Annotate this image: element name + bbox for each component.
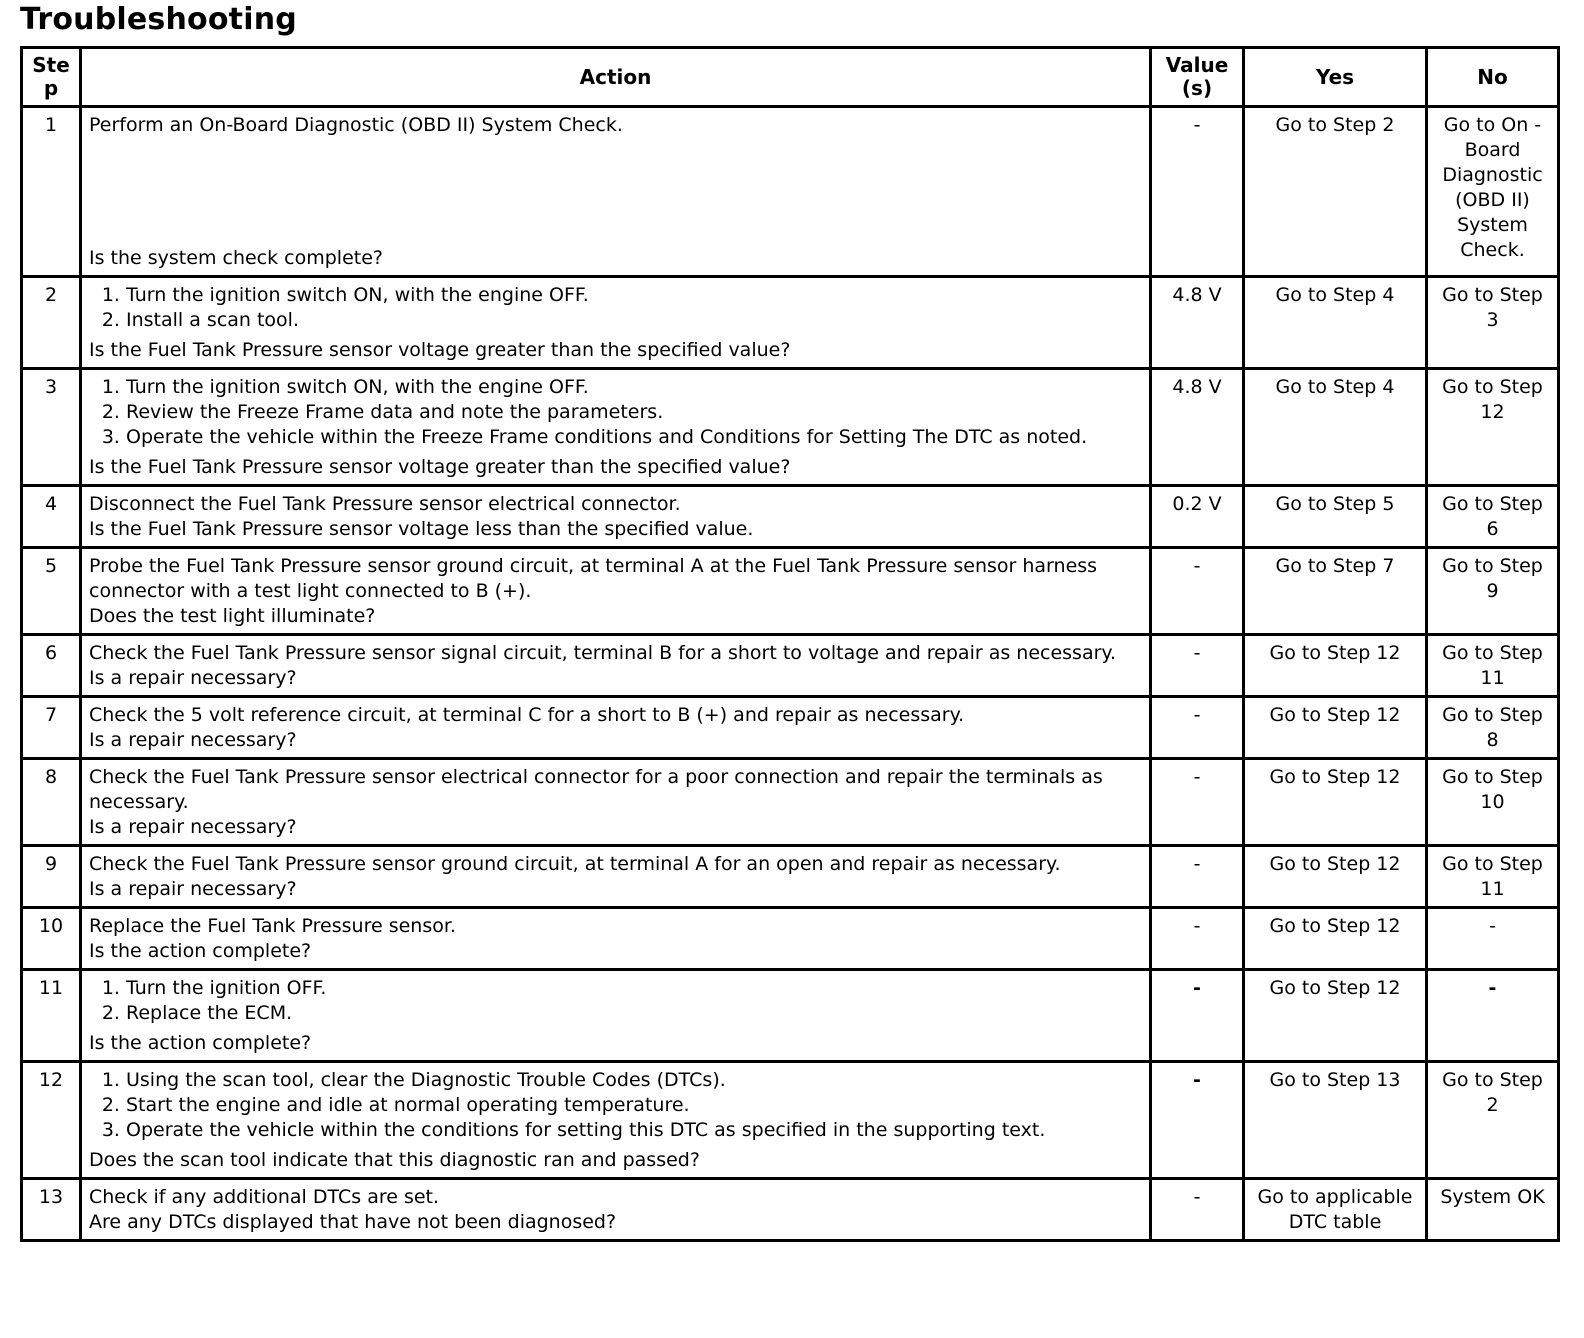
action-text: Check the 5 volt reference circuit, at terminal C for a short to B (+) and repair as necessary.: [89, 704, 965, 726]
action-text: Check the Fuel Tank Pressure sensor ground circuit, at terminal A for an open and repair as necessary.: [89, 853, 1061, 875]
action-list-item: 1. Using the scan tool, clear the Diagnostic Trouble Codes (DTCs).: [126, 1068, 1142, 1093]
action-list-item: 3. Operate the vehicle within the Freeze Frame conditions and Conditions for Setting The DTC as noted.: [126, 425, 1142, 450]
table-row: [22, 970, 1559, 1062]
action-question: Is the action complete?: [89, 1032, 312, 1054]
action-question: Does the test light illuminate?: [89, 605, 376, 627]
header-value: Value (s): [1151, 48, 1244, 107]
action-text: Replace the Fuel Tank Pressure sensor.: [89, 915, 456, 937]
value-cell: -: [1151, 548, 1244, 635]
yes-cell: Go to Step 12: [1244, 635, 1427, 697]
step-number: 12: [22, 1062, 81, 1179]
yes-cell: Go to Step 5: [1244, 486, 1427, 548]
table-row: [22, 908, 1559, 970]
action-list-item: 2. Review the Freeze Frame data and note the parameters.: [126, 400, 1142, 425]
action-list-item: 2. Replace the ECM.: [126, 1001, 1142, 1026]
action-cell: [81, 970, 1151, 1062]
action-cell: [81, 486, 1151, 548]
no-cell: Go to Step 6: [1427, 486, 1559, 548]
action-cell: [81, 1062, 1151, 1179]
table-header-row: [22, 48, 1559, 107]
step-number: 2: [22, 277, 81, 369]
yes-cell: Go to Step 4: [1244, 277, 1427, 369]
step-number: 9: [22, 846, 81, 908]
action-cell: [81, 635, 1151, 697]
action-text: Check if any additional DTCs are set.: [89, 1186, 440, 1208]
no-cell: Go to Step 9: [1427, 548, 1559, 635]
step-number: 10: [22, 908, 81, 970]
action-question: Is a repair necessary?: [89, 816, 297, 838]
value-cell: -: [1151, 846, 1244, 908]
page-title: Troubleshooting: [20, 2, 297, 37]
action-question: Is a repair necessary?: [89, 729, 297, 751]
table-row: [22, 1179, 1559, 1241]
value-cell: -: [1151, 1062, 1244, 1179]
action-list-item: 1. Turn the ignition OFF.: [126, 976, 1142, 1001]
action-text: Perform an On-Board Diagnostic (OBD II) System Check.: [89, 114, 623, 136]
action-cell: [81, 1179, 1151, 1241]
value-cell: -: [1151, 1179, 1244, 1241]
action-list: [89, 1068, 1142, 1143]
action-question: Is the Fuel Tank Pressure sensor voltage greater than the specified value?: [89, 456, 791, 478]
no-cell: Go to Step 3: [1427, 277, 1559, 369]
action-question: Is a repair necessary?: [89, 667, 297, 689]
action-text: Check the Fuel Tank Pressure sensor signal circuit, terminal B for a short to voltage and repair as necessary.: [89, 642, 1116, 664]
action-list-item: 1. Turn the ignition switch ON, with the engine OFF.: [126, 283, 1142, 308]
action-cell: [81, 277, 1151, 369]
action-cell: [81, 846, 1151, 908]
step-number: 6: [22, 635, 81, 697]
action-question: Is the Fuel Tank Pressure sensor voltage greater than the specified value?: [89, 339, 791, 361]
table-row: [22, 1062, 1559, 1179]
action-text: Check the Fuel Tank Pressure sensor electrical connector for a poor connection and repair the terminals as necessary.: [89, 766, 1103, 813]
value-cell: -: [1151, 759, 1244, 846]
action-cell: [81, 759, 1151, 846]
yes-cell: Go to Step 12: [1244, 697, 1427, 759]
no-cell: Go to Step 12: [1427, 369, 1559, 486]
table-row: [22, 486, 1559, 548]
action-list: [89, 375, 1142, 450]
action-text: Probe the Fuel Tank Pressure sensor ground circuit, at terminal A at the Fuel Tank Pressure sensor harness connector with a test light connected to B (+).: [89, 555, 1098, 602]
no-cell: Go to Step 8: [1427, 697, 1559, 759]
header-yes: Yes: [1244, 48, 1427, 107]
action-list-item: 3. Operate the vehicle within the conditions for setting this DTC as specified in the supporting text.: [126, 1118, 1142, 1143]
yes-cell: Go to Step 12: [1244, 759, 1427, 846]
header-no: No: [1427, 48, 1559, 107]
value-cell: 0.2 V: [1151, 486, 1244, 548]
action-question: Is the action complete?: [89, 940, 312, 962]
action-text: Disconnect the Fuel Tank Pressure sensor electrical connector.: [89, 493, 681, 515]
no-cell: Go to Step 2: [1427, 1062, 1559, 1179]
yes-cell: Go to Step 12: [1244, 970, 1427, 1062]
no-cell: System OK: [1427, 1179, 1559, 1241]
action-question: Are any DTCs displayed that have not been diagnosed?: [89, 1211, 617, 1233]
step-number: 5: [22, 548, 81, 635]
action-question: Is the system check complete?: [89, 247, 383, 269]
yes-cell: Go to applicable DTC table: [1244, 1179, 1427, 1241]
yes-cell: Go to Step 2: [1244, 107, 1427, 277]
no-cell: Go to Step 11: [1427, 846, 1559, 908]
troubleshooting-table: [20, 46, 1560, 1242]
action-question: Does the scan tool indicate that this diagnostic ran and passed?: [89, 1149, 700, 1171]
no-cell: -: [1427, 970, 1559, 1062]
action-cell: [81, 697, 1151, 759]
table-row: [22, 697, 1559, 759]
step-number: 3: [22, 369, 81, 486]
yes-cell: Go to Step 12: [1244, 908, 1427, 970]
action-cell: [81, 369, 1151, 486]
no-cell: Go to Step 10: [1427, 759, 1559, 846]
action-cell: [81, 548, 1151, 635]
action-cell: [81, 107, 1151, 277]
step-number: 11: [22, 970, 81, 1062]
step-number: 1: [22, 107, 81, 277]
table-row: [22, 846, 1559, 908]
value-cell: -: [1151, 970, 1244, 1062]
table-row: [22, 369, 1559, 486]
step-number: 8: [22, 759, 81, 846]
step-number: 13: [22, 1179, 81, 1241]
no-cell: Go to On -Board Diagnostic (OBD II) System Check.: [1427, 107, 1559, 277]
table-row: [22, 277, 1559, 369]
action-list: [89, 283, 1142, 333]
value-cell: 4.8 V: [1151, 277, 1244, 369]
action-list-item: 2. Install a scan tool.: [126, 308, 1142, 333]
header-action: Action: [81, 48, 1151, 107]
yes-cell: Go to Step 7: [1244, 548, 1427, 635]
action-list: [89, 976, 1142, 1026]
value-cell: -: [1151, 635, 1244, 697]
step-number: 4: [22, 486, 81, 548]
value-cell: -: [1151, 908, 1244, 970]
yes-cell: Go to Step 4: [1244, 369, 1427, 486]
action-question: Is the Fuel Tank Pressure sensor voltage less than the specified value.: [89, 518, 754, 540]
step-number: 7: [22, 697, 81, 759]
yes-cell: Go to Step 13: [1244, 1062, 1427, 1179]
value-cell: -: [1151, 697, 1244, 759]
no-cell: -: [1427, 908, 1559, 970]
table-row: [22, 548, 1559, 635]
table-row: [22, 107, 1559, 277]
action-question: Is a repair necessary?: [89, 878, 297, 900]
action-list-item: 1. Turn the ignition switch ON, with the engine OFF.: [126, 375, 1142, 400]
header-step: Step: [22, 48, 81, 107]
no-cell: Go to Step 11: [1427, 635, 1559, 697]
yes-cell: Go to Step 12: [1244, 846, 1427, 908]
action-list-item: 2. Start the engine and idle at normal operating temperature.: [126, 1093, 1142, 1118]
table-row: [22, 759, 1559, 846]
value-cell: 4.8 V: [1151, 369, 1244, 486]
value-cell: -: [1151, 107, 1244, 277]
table-row: [22, 635, 1559, 697]
action-cell: [81, 908, 1151, 970]
